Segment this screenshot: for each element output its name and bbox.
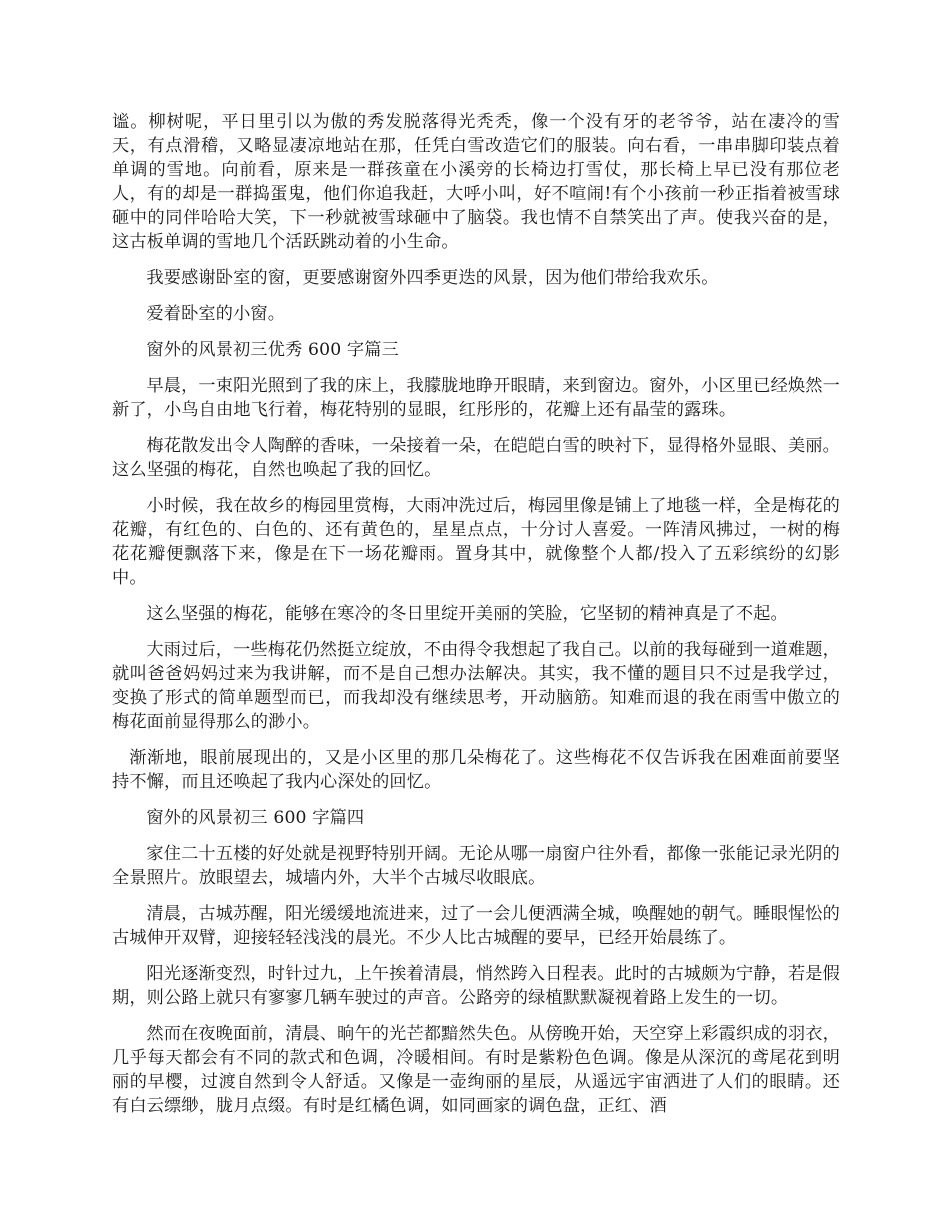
paragraph-thanks-window: 我要感谢卧室的窗，更要感谢窗外四季更迭的风景，因为他们带给我欢乐。 <box>146 268 719 288</box>
paragraph-childhood-memory: 小时候，我在故乡的梅园里赏梅，大雨冲洗过后，梅园里像是铺上了地毯一样，全是梅花的花瓣，有红色的、白色的、还有黄色的，星星点点，十分讨人喜爱。一阵清风拂过，一树的梅花花瓣便飘落下来，像是在下一场花瓣雨。置身其中，就像整个人都/投入了五彩缤纷的幻影中。 <box>112 496 840 588</box>
section-heading-4: 窗外的风景初三 600 字篇四 <box>146 808 365 828</box>
paragraph-forenoon: 阳光逐渐变烈，时针过九，上午挨着清晨，悄然跨入日程表。此时的古城颇为宁静，若是假期，则公路上就只有寥寥几辆车驶过的声音。公路旁的绿植默默凝视着路上发生的一切。 <box>112 964 840 1008</box>
document-body <box>112 110 840 1130</box>
paragraph-strong-plum: 这么坚强的梅花，能够在寒冷的冬日里绽开美丽的笑脸，它坚韧的精神真是了不起。 <box>146 604 788 624</box>
paragraph-25th-floor: 家住二十五楼的好处就是视野特别开阔。无论从哪一扇窗户往外看，都像一张能记录光阴的全景照片。放眼望去，城墙内外，大半个古城尽收眼底。 <box>112 844 840 888</box>
paragraph-evening: 然而在夜晚面前，清晨、晌午的光芒都黯然失色。从傍晚开始，天空穿上彩霞织成的羽衣，几乎每天都会有不同的款式和色调，冷暖相间。有时是紫粉色色调。像是从深沉的鸢尾花到明丽的早樱，过渡自然到令人舒适。又像是一壶绚丽的星辰，从遥远宇宙洒进了人们的眼睛。还有白云缥缈，胧月点缀。有时是红橘色调，如同画家的调色盘，正红、酒 <box>112 1024 840 1116</box>
paragraph-gradually: 渐渐地，眼前展现出的，又是小区里的那几朵梅花了。这些梅花不仅告诉我在困难面前要坚持不懈，而且还唤起了我内心深处的回忆。 <box>112 748 840 792</box>
paragraph-plum-fragrance: 梅花散发出令人陶醉的香味，一朵接着一朵，在皑皑白雪的映衬下，显得格外显眼、美丽。这么坚强的梅花，自然也唤起了我的回忆。 <box>112 436 840 480</box>
paragraph-morning-plum: 早晨，一束阳光照到了我的床上，我朦胧地睁开眼睛，来到窗边。窗外，小区里已经焕然一新了，小鸟自由地飞行着，梅花特别的显眼，红彤彤的，花瓣上还有晶莹的露珠。 <box>112 376 840 420</box>
paragraph-love-window: 爱着卧室的小窗。 <box>146 304 286 324</box>
paragraph-snow-scene: 谧。柳树呢，平日里引以为傲的秀发脱落得光秃秃，像一个没有牙的老爷爷，站在凄冷的雪天，有点滑稽，又略显凄凉地站在那，任凭白雪改造它们的服装。向右看，一串串脚印装点着单调的雪地。向前看，原来是一群孩童在小溪旁的长椅边打雪仗，那长椅上早已没有那位老人，有的却是一群捣蛋鬼，他们你追我赶，大呼小叫，好不喧闹!有个小孩前一秒正指着被雪球砸中的同伴哈哈大笑，下一秒就被雪球砸中了脑袋。我也情不自禁笑出了声。使我兴奋的是，这古板单调的雪地几个活跃跳动着的小生命。 <box>112 112 840 252</box>
paragraph-dawn: 清晨，古城苏醒，阳光缓缓地流进来，过了一会儿便洒满全城，唤醒她的朝气。睡眼惺忪的古城伸开双臂，迎接轻轻浅浅的晨光。不少人比古城醒的要早，已经开始晨练了。 <box>112 904 840 948</box>
section-heading-3: 窗外的风景初三优秀 600 字篇三 <box>146 340 399 360</box>
paragraph-after-rain: 大雨过后，一些梅花仍然挺立绽放，不由得令我想起了我自己。以前的我每碰到一道难题，就叫爸爸妈妈过来为我讲解，而不是自己想办法解决。其实，我不懂的题目只不过是我学过，变换了形式的简单题型而已，而我却没有继续思考，开动脑筋。知难而退的我在雨雪中傲立的梅花面前显得那么的渺小。 <box>112 640 840 732</box>
